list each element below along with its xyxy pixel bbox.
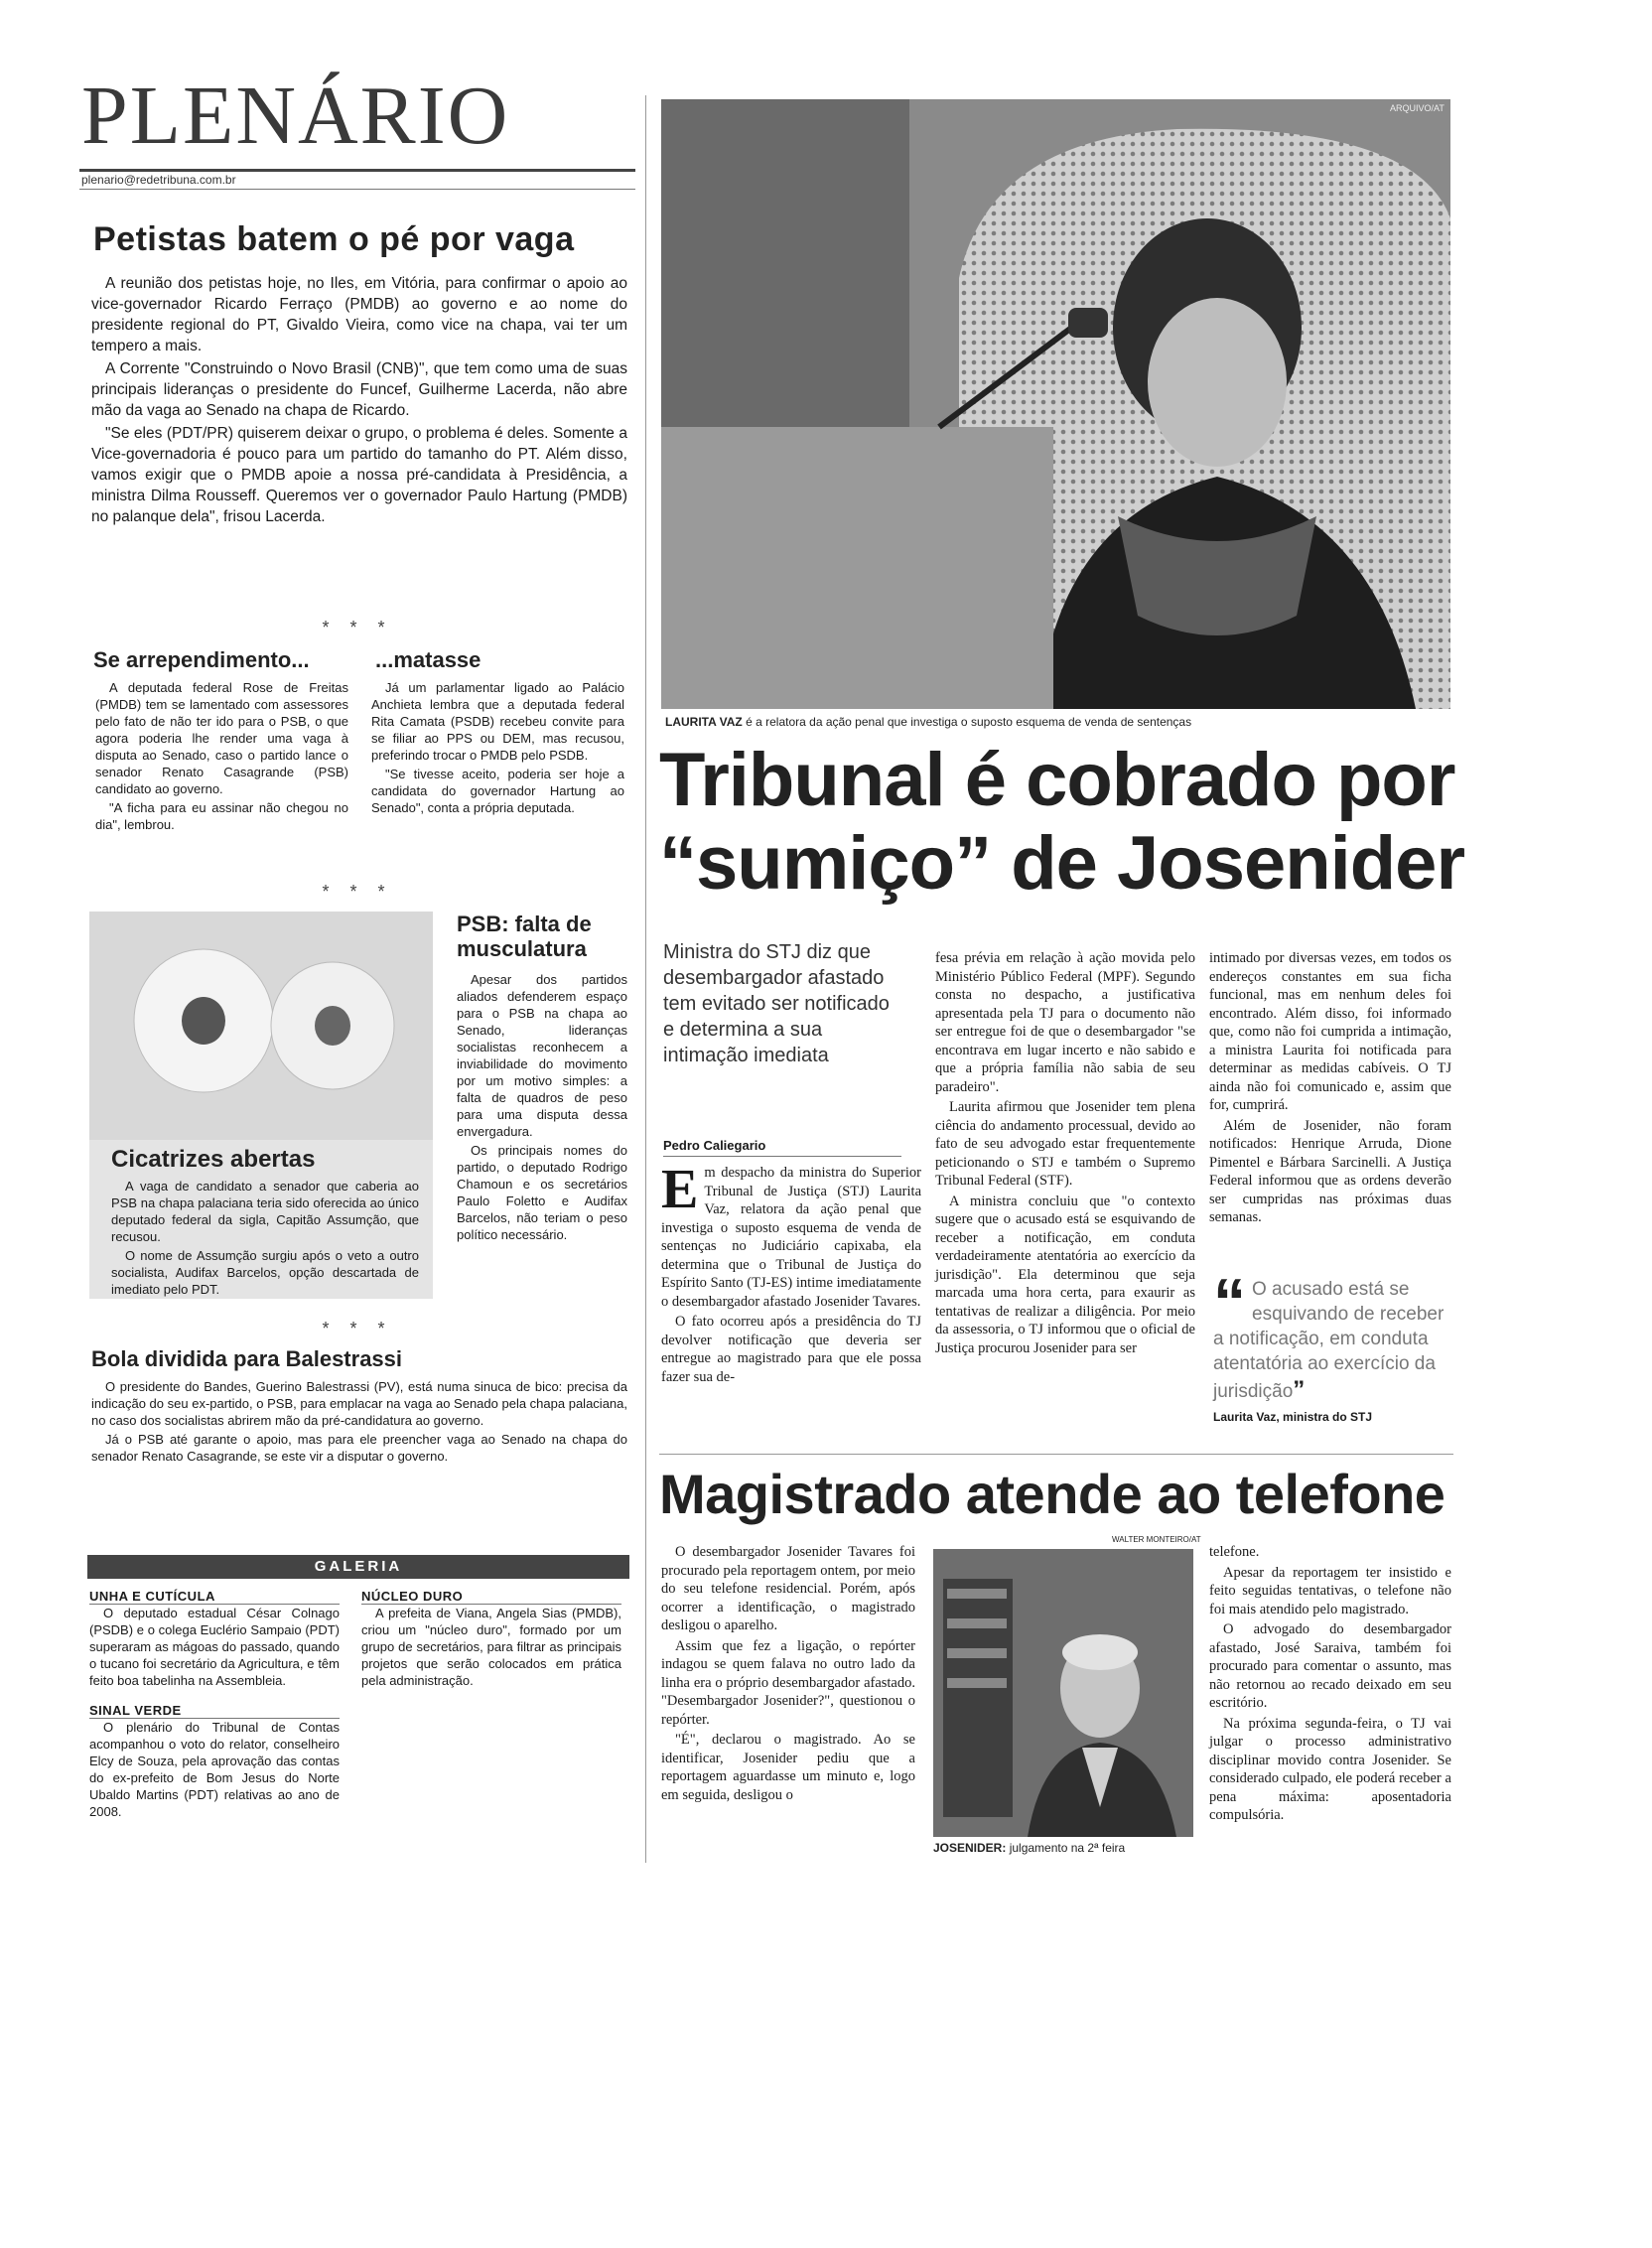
arrependimento-paragraph-1: A deputada federal Rose de Freitas (PMDB) tem se lamentado com assessores pelo fato de não ter ido para o PSB, o que agora poderia lhe render uma vaga à disputa ao Senado, caso o partido lance o senador Renato Casagrande (PSB) candidato ao governo. (95, 680, 348, 796)
petistas-headline: Petistas batem o pé por vaga (93, 220, 575, 258)
main-headline-line1: Tribunal é cobrado por (659, 738, 1455, 822)
section-rule (79, 169, 635, 172)
bola-paragraph-1: O presidente do Bandes, Guerino Balestrassi (PV), está numa sinuca de bico: precisa da indicação do seu ex-partido, o PSB, para emplacar na vaga ao Senado pela chapa palaciana, no caso dos socialistas abrirem mão da pré-candidatura ao governo. (91, 1379, 627, 1428)
separator-2: * * * (322, 882, 393, 902)
petistas-text (91, 273, 627, 529)
second-col1-paragraph-1: O desembargador Josenider Tavares foi procurado pela reportagem ontem, por meio do seu telefone residencial. Porém, após ocorrer a identificação, o magistrado desligou o aparelho. (661, 1544, 915, 1633)
laurita-photo-credit: ARQUIVO/AT (1390, 103, 1445, 113)
josenider-photo-credit: WALTER MONTEIRO/AT (1112, 1535, 1201, 1544)
laurita-photo-image (661, 99, 1450, 709)
psb-paragraph-2: Os principais nomes do partido, o deputado Rodrigo Chamoun e os secretários Paulo Foletto e Audifax Barcelos, não teriam o peso político necessário. (457, 1143, 627, 1242)
second-col1 (661, 1543, 915, 1806)
laurita-photo (661, 99, 1450, 709)
nucleo-title: NÚCLEO DURO (361, 1589, 621, 1605)
matasse-text (371, 679, 624, 818)
bola-paragraph-2: Já o PSB até garante o apoio, mas para ele preencher vaga ao Senado na chapa do senador Renato Casagrande, se este vir a disputar o governo. (91, 1432, 627, 1464)
second-col3-paragraph-2: Apesar da reportagem ter insistido e feito seguidas tentativas, o telefone não foi mais atendido pelo magistrado. (1209, 1564, 1451, 1617)
laurita-caption-text: é a relatora da ação penal que investiga o suposto esquema de venda de sentenças (746, 715, 1192, 729)
main-col3 (1209, 949, 1451, 1229)
byline: Pedro Caliegario (663, 1138, 901, 1157)
main-col3-paragraph-2: Além de Josenider, não foram notificados: Henrique Arruda, Dione Pimentel e Bárbara Sarcinelli. A Justiça Federal informou que as ordens deverão ser cumpridas nas próximas duas semanas. (1209, 1117, 1451, 1225)
main-col1-paragraph-2: O fato ocorreu após a presidência do TJ devolver notificação que deveria ser entregue ao magistrado para que ele possa fazer sua de- (661, 1314, 921, 1385)
second-col3-paragraph-1: telefone. (1209, 1544, 1260, 1560)
galeria-title: GALERIA (314, 1558, 403, 1575)
main-deck: Ministra do STJ diz que desembargador afastado tem evitado ser notificado e determina a sua intimação imediata (663, 941, 890, 1066)
matasse-paragraph-2: "Se tivesse aceito, poderia ser hoje a candidata do governador Hartung ao Senado", conta a própria deputada. (371, 767, 624, 815)
section-rule-thin (79, 189, 635, 190)
arrependimento-headline: Se arrependimento... (93, 647, 310, 672)
sinal-text: O plenário do Tribunal de Contas acompanhou o voto do relator, conselheiro Elcy de Souza, pela aprovação das contas do ex-prefeito de Bom Jesus do Norte Ubaldo Martins (PDT) relativas ao ano de 2008. (89, 1720, 340, 1819)
psb-text (457, 971, 627, 1245)
cicatrizes-headline: Cicatrizes abertas (111, 1146, 316, 1173)
cicatrizes-box (89, 912, 433, 1299)
main-col2-paragraph-1: fesa prévia em relação à ação movida pelo Ministério Público Federal (MPF). Segundo consta no despacho, a justificativa apresentada pela TJ para o documento não ser entregue foi de que o desembargador "se encontrava em lugar incerto e não sabido e que a própria família não sabia de seu paradeiro". (935, 950, 1195, 1095)
bola-headline: Bola dividida para Balestrassi (91, 1346, 403, 1371)
second-col1-paragraph-3: "É", declarou o magistrado. Ao se identificar, Josenider pediu que a reportagem aguardasse um minuto e, logo em seguida, desligou o (661, 1732, 915, 1803)
quote-open-mark: “ (1213, 1265, 1246, 1338)
josenider-photo-image (933, 1549, 1193, 1837)
galeria-bar (87, 1555, 629, 1579)
second-col1-paragraph-2: Assim que fez a ligação, o repórter indagou se quem falava no outro lado da linha era o próprio desembargador afastado. "Desembargador Josenider?", questionou o repórter. (661, 1637, 915, 1728)
petistas-paragraph-3: "Se eles (PDT/PR) quiserem deixar o grupo, o problema é deles. Somente a Vice-governadoria é pouco para um partido do tamanho do PT. Além disso, vamos exigir que o PMDB apoie a nossa pré-candidata à Presidência, a ministra Dilma Rousseff. Queremos ver o governador Paulo Hartung (PMDB) no palanque dela", frisou Lacerda. (91, 425, 627, 525)
main-col2 (935, 949, 1195, 1359)
unha-text: O deputado estadual César Colnago (PSDB) e o colega Euclério Sampaio (PDT) superaram as mágoas do passado, quando o tucano foi secretário da Agricultura, e têm feito boa tabelinha na Assembleia. (89, 1606, 340, 1688)
unha-title: UNHA E CUTÍCULA (89, 1589, 340, 1605)
josenider-caption (933, 1841, 1193, 1855)
main-col1-paragraph-1: E m despacho da ministra do Superior Tribunal de Justiça (STJ) Laurita Vaz, relatora da ação penal que investiga o suposto esquema de venda de sentenças no Judiciário capixaba, ela determina que o Tribunal de Justiça do Espírito Santo (TJ-ES) intime imediatamente o desembargador afastado Josenider Tavares. (661, 1159, 921, 1310)
main-headline-line2: “sumiço” de Josenider (659, 821, 1465, 906)
column-divider (645, 95, 646, 1863)
sinal-title: SINAL VERDE (89, 1703, 340, 1719)
pull-quote (1213, 1265, 1451, 1424)
second-col3-paragraph-3: O advogado do desembargador afastado, José Saraiva, também foi procurado para comentar o assunto, mas não retornou ao recado deixado em seu escritório. (1209, 1621, 1451, 1711)
galeria-right (361, 1589, 621, 1691)
josenider-photo (933, 1549, 1193, 1837)
main-col2-paragraph-2: Laurita afirmou que Josenider tem plena ciência do andamento processual, devido ao fato de seu advogado estar frequentemente peticionando o STJ e também o Supremo Tribunal Federal (STF). (935, 1099, 1195, 1189)
drop-cap: E (661, 1159, 699, 1220)
cicatrizes-paragraph-2: O nome de Assumção surgiu após o veto a outro socialista, Audifax Barcelos, opção descartada de imediato pelo PDT. (111, 1248, 419, 1297)
matasse-headline: ...matasse (375, 647, 482, 672)
main-col1 (661, 1159, 921, 1388)
laurita-caption-name: LAURITA VAZ (665, 715, 743, 729)
main-col2-paragraph-3: A ministra concluiu que "o contexto sugere que o acusado está se esquivando de receber a notificação, em conduta verdadeiramente atentatória ao exercício da jurisdição". Ela determinou que seja marcada uma hora certa, para exaurir as tentativas de realizar a diligência. Por meio da assessoria, o TJ informou que o oficial de Justiça procurou Josenider para ser (935, 1193, 1195, 1356)
second-headline: Magistrado atende ao telefone (659, 1463, 1446, 1525)
cicatrizes-paragraph-1: A vaga de candidato a senador que caberia ao PSB na chapa palaciana teria sido oferecida ao único deputado federal da sigla, Capitão Assumção, que recusou. (111, 1179, 419, 1244)
second-col3-paragraph-4: Na próxima segunda-feira, o TJ vai julgar o processo administrativo disciplinar movido contra Josenider. Se considerado culpado, ele poderá receber a pena máxima: aposentadoria compulsória. (1209, 1715, 1451, 1823)
separator: * * * (322, 618, 393, 637)
galeria-left (89, 1589, 340, 1822)
section-title: PLENÁRIO (81, 70, 510, 162)
josenider-caption-name: JOSENIDER: (933, 1841, 1007, 1855)
quote-text: O acusado está se esquivando de receber a notificação, em conduta atentatória ao exercício da jurisdição (1213, 1279, 1445, 1402)
petistas-paragraph-1: A reunião dos petistas hoje, no Iles, em Vitória, para confirmar o apoio ao vice-governador Ricardo Ferraço (PMDB) ao governo e ao nome do presidente regional do PT, Givaldo Vieira, como vice na chapa, vai ter um tempero a mais. (91, 275, 627, 354)
bola-text (91, 1378, 627, 1467)
arrependimento-text (95, 679, 348, 835)
nucleo-text: A prefeita de Viana, Angela Sias (PMDB), criou um "núcleo duro", formado por um grupo de secretários, para filtrar as principais projetos que serão colocados em prática pela administração. (361, 1606, 621, 1688)
psb-headline: PSB: falta de musculatura (457, 912, 592, 961)
laurita-caption (665, 715, 1449, 729)
separator-3: * * * (322, 1319, 393, 1338)
matasse-paragraph-1: Já um parlamentar ligado ao Palácio Anchieta lembra que a deputada federal Rita Camata (PSDB) recebeu convite para se filiar ao PPS ou DEM, mas recusou, preferindo trocar o PMDB pelo PSDB. (371, 680, 624, 763)
toilet-paper-photo (89, 912, 433, 1140)
cicatrizes-text (111, 1178, 419, 1299)
josenider-caption-text: julgamento na 2ª feira (1009, 1841, 1126, 1855)
quote-attribution: Laurita Vaz, ministra do STJ (1213, 1410, 1373, 1424)
second-story-rule (659, 1454, 1453, 1455)
quote-close-mark: ” (1293, 1376, 1306, 1403)
arrependimento-paragraph-2: "A ficha para eu assinar não chegou no dia", lembrou. (95, 800, 348, 832)
section-email: plenario@redetribuna.com.br (81, 173, 236, 187)
second-col3 (1209, 1543, 1451, 1827)
petistas-paragraph-2: A Corrente "Construindo o Novo Brasil (CNB)", que tem como uma de suas principais lideranças o presidente do Funcef, Guilherme Lacerda, não abre mão da vaga ao Senado na chapa de Ricardo. (91, 360, 627, 419)
psb-paragraph-1: Apesar dos partidos aliados defenderem espaço para o PSB na chapa ao Senado, lideranças socialistas reconhecem a inviabilidade do movimento por um motivo simples: a falta de quadros de peso para uma disputa dessa envergadura. (457, 972, 627, 1139)
main-col3-paragraph-1: intimado por diversas vezes, em todos os endereços constantes em sua ficha funcional, mas em nenhum deles foi encontrado. Além disso, foi informado que, como não foi cumprida a intimação, a ministra Laurita foi notificada para determinar as medidas cabíveis. O TJ ainda não foi comunicado e, assim que for, cumprirá. (1209, 950, 1451, 1113)
